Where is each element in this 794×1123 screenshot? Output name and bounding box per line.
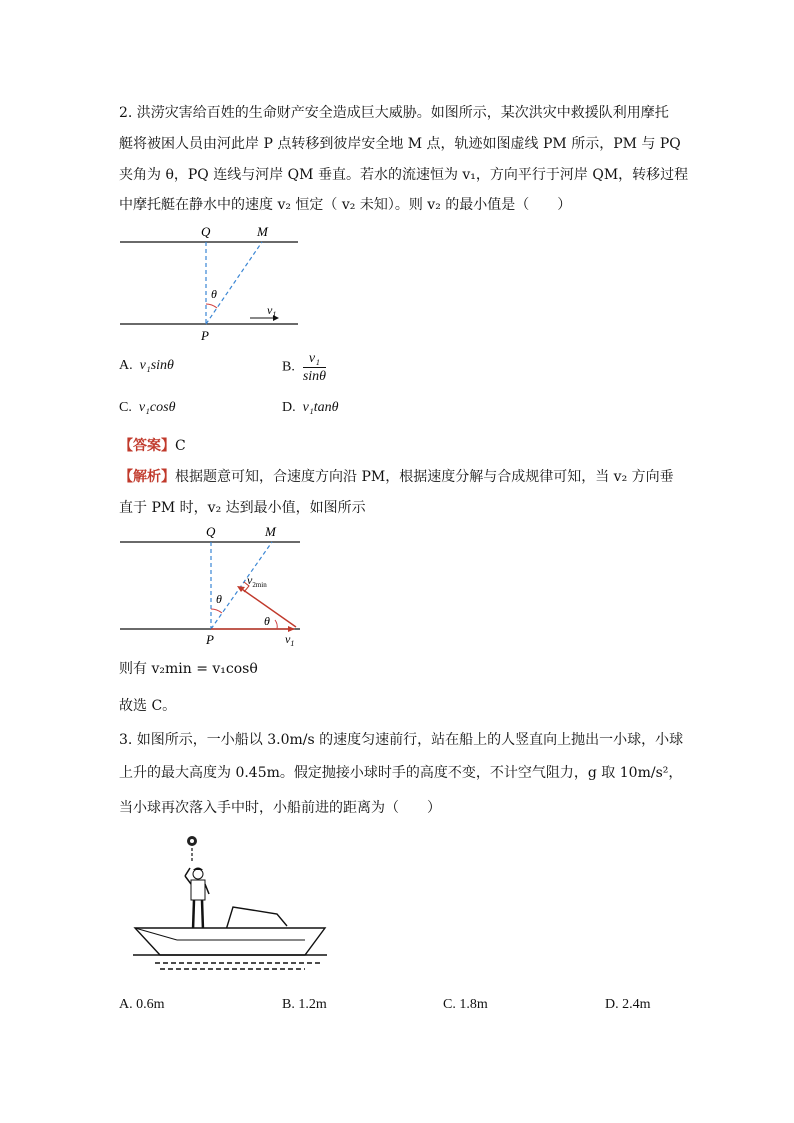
boat-figure (130, 832, 330, 984)
q3-option-c: C. 1.8m (443, 997, 488, 1012)
q2-river-figure (115, 220, 305, 345)
q2-line-2: 艇将被困人员由河此岸 P 点转移到彼岸安全地 M 点，轨迹如图虚线 PM 所示，PM 与 PQ (119, 136, 681, 152)
q2-analysis-line-1: 【解析】根据题意可知，合速度方向沿 PM，根据速度分解与合成规律可知，当 v₂ 方向垂 (119, 469, 674, 485)
fig1-label-p: P (201, 328, 209, 343)
q3-line-3: 当小球再次落入手中时，小船前进的距离为（ ） (119, 800, 441, 816)
q3-option-a: A. 0.6m (119, 997, 165, 1012)
q2-conclusion: 故选 C。 (119, 698, 177, 714)
q2-analysis-line-2: 直于 PM 时，v₂ 达到最小值，如图所示 (119, 500, 366, 516)
fig2-label-v1: $v_1$ (285, 632, 295, 648)
q2-line-3: 夹角为 θ，PQ 连线与河岸 QM 垂直。若水的流速恒为 v₁，方向平行于河岸 QM，转移过程 (119, 167, 689, 183)
q3-option-d: D. 2.4m (605, 997, 651, 1012)
fig1-label-v1: $v_1$ (267, 303, 277, 319)
fig2-label-theta-1: θ (216, 592, 222, 606)
fig1-label-theta: θ (211, 287, 217, 301)
q2-result: 则有 v₂min = v₁cosθ (119, 661, 258, 677)
q2-option-d: D. v₁tanθ (282, 400, 339, 415)
q2-option-c: C. v₁cosθ (119, 400, 176, 415)
q2-analysis-figure (115, 520, 310, 650)
fig1-label-m: M (257, 224, 268, 239)
fig2-label-m: M (265, 524, 276, 539)
fig2-label-q: Q (206, 524, 216, 539)
q2-answer: 【答案】C (119, 438, 186, 454)
fig2-label-theta-2: θ (264, 614, 270, 628)
fig2-label-v2min: $v_{2min}$ (247, 573, 267, 589)
q2-option-b: B. $\frac{\text{v₁}}{\sin\theta}$ (282, 351, 327, 384)
q3-line-1: 3. 如图所示，一小船以 3.0m/s 的速度匀速前行，站在船上的人竖直向上抛出一小球，小球 (119, 732, 684, 748)
q2-line-4: 中摩托艇在静水中的速度 v₂ 恒定（ v₂ 未知）。则 v₂ 的最小值是（ ） (119, 197, 572, 213)
q2-line-1: 2. 洪涝灾害给百姓的生命财产安全造成巨大威胁。如图所示，某次洪灾中救援队利用摩托 (119, 105, 669, 121)
fig2-label-p: P (206, 632, 214, 647)
fig1-label-q: Q (201, 224, 211, 239)
q3-line-2: 上升的最大高度为 0.45m。假定抛接小球时手的高度不变，不计空气阻力，g 取 10m/s²， (119, 765, 683, 781)
q2-option-a: A. v₁sinθ (119, 358, 174, 373)
q3-option-b: B. 1.2m (282, 997, 327, 1012)
